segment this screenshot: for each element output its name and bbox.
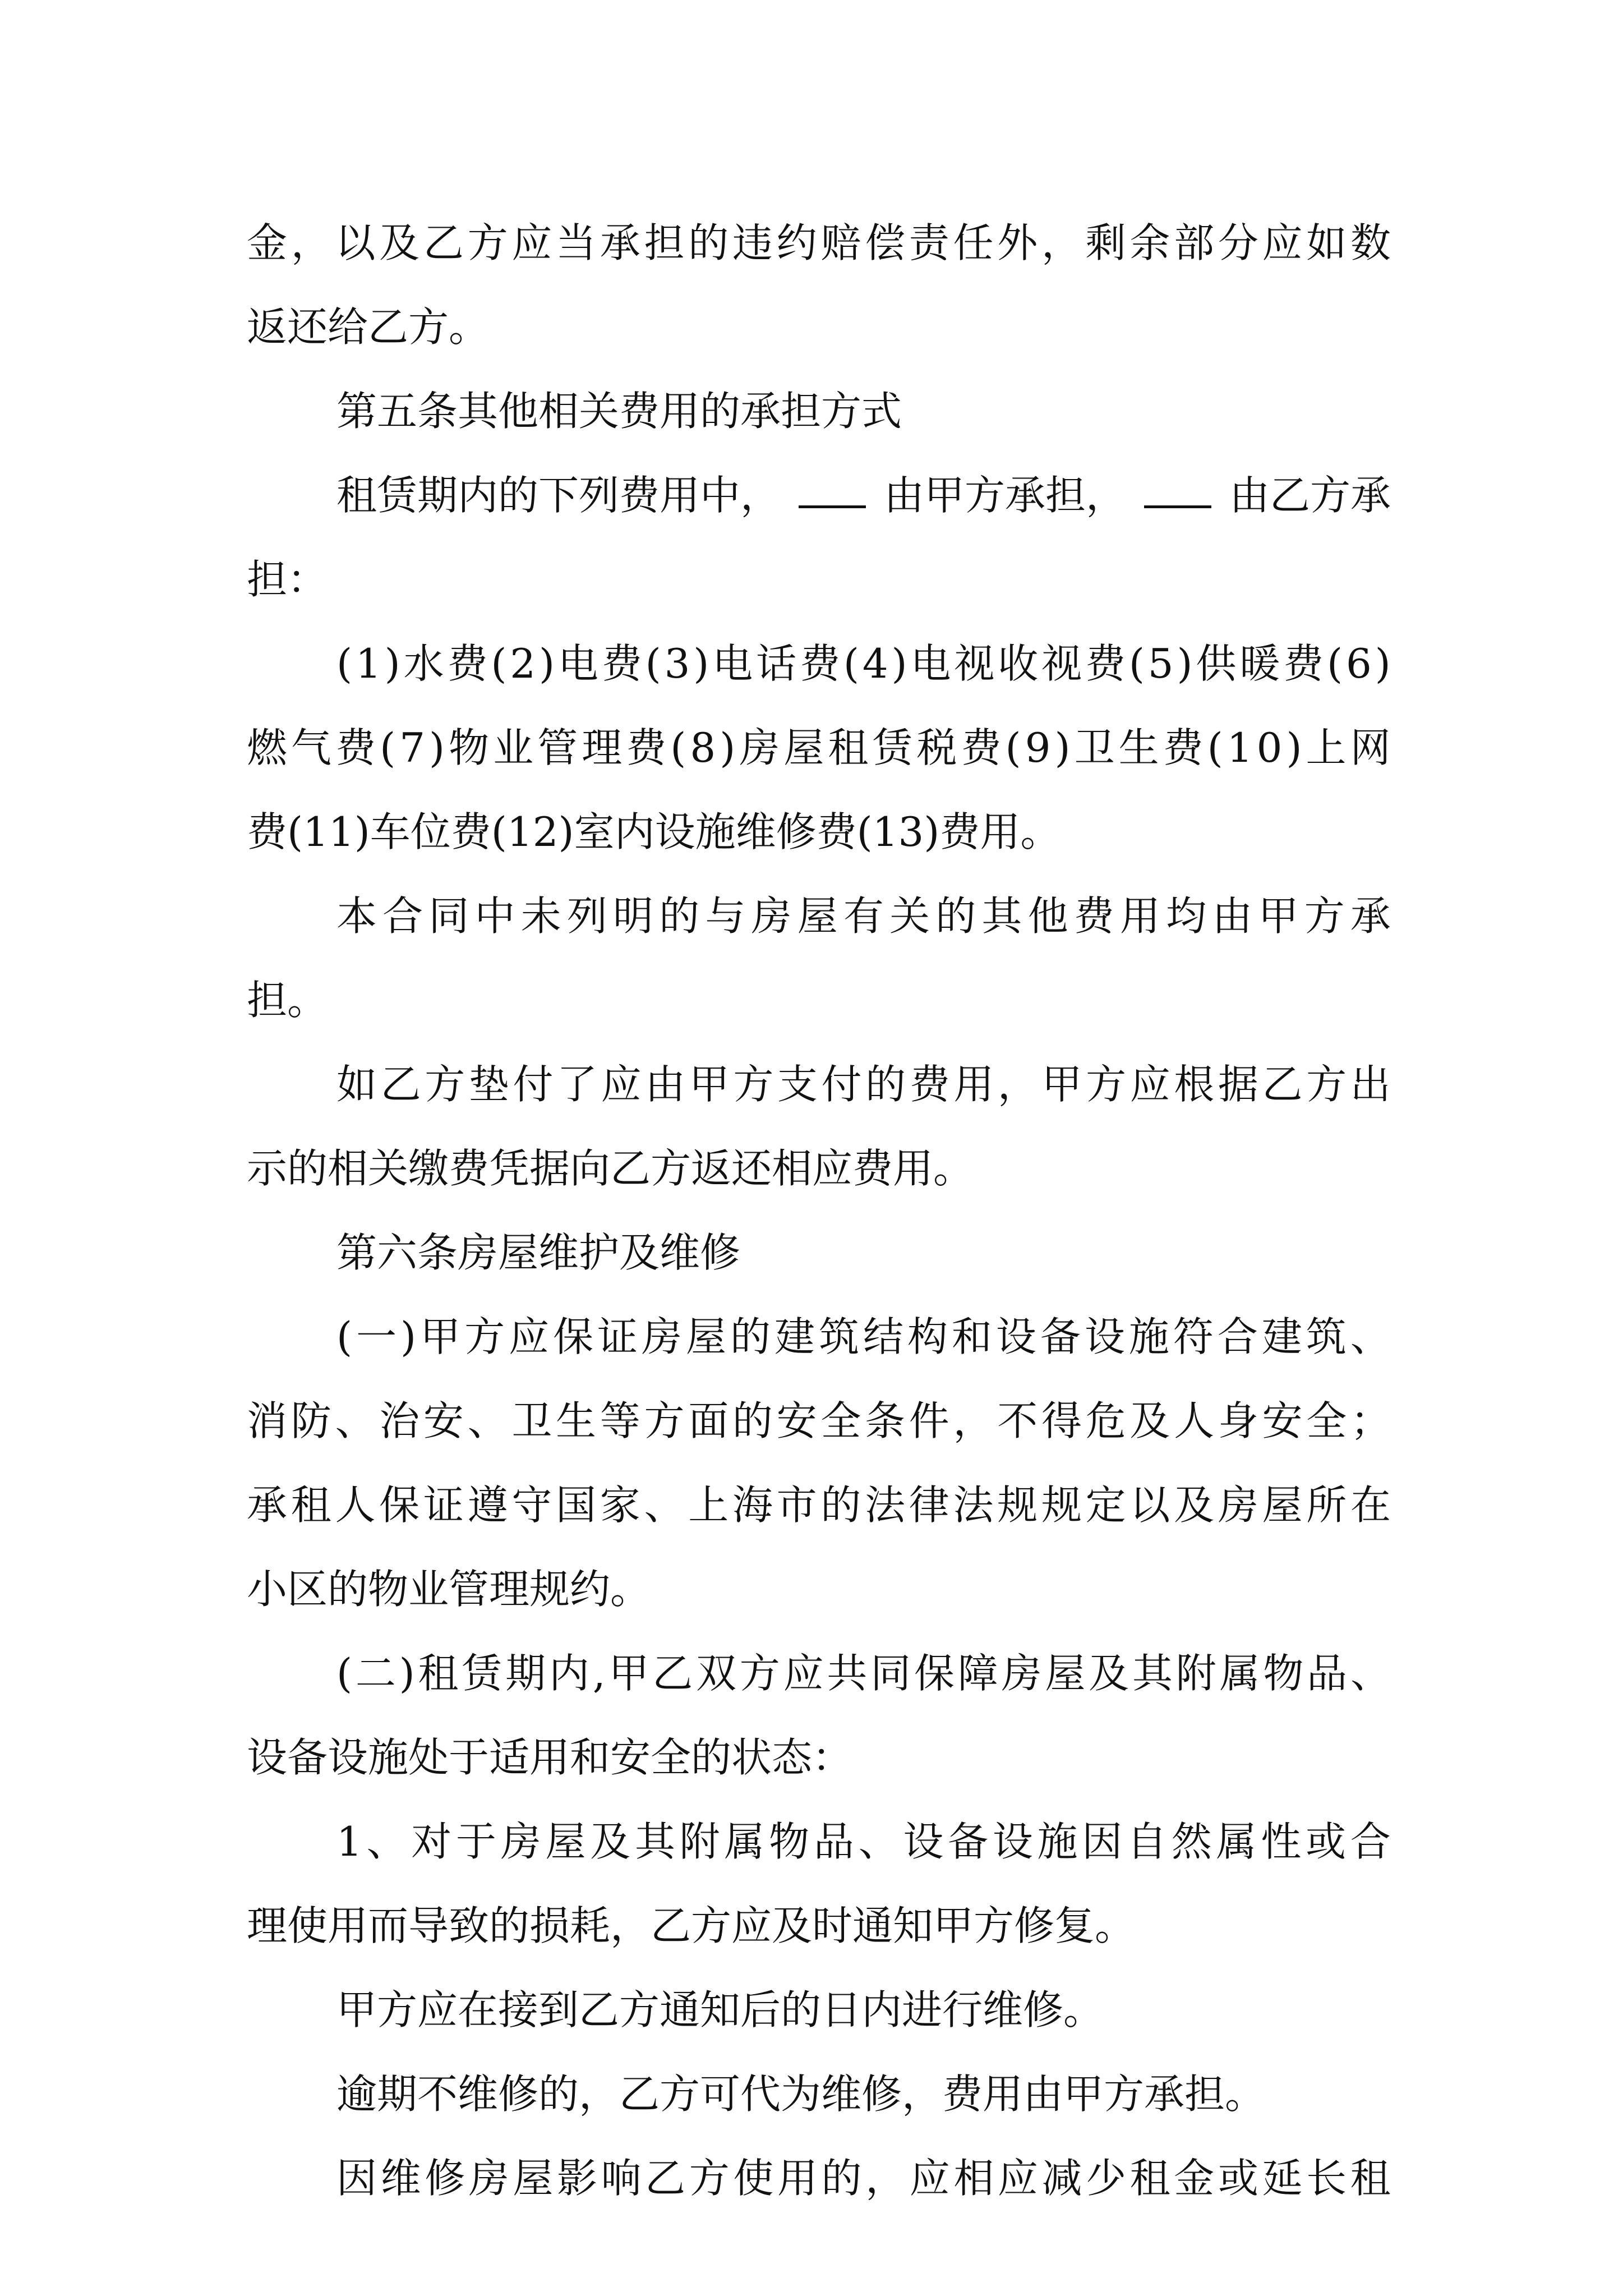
text-line: 燃 气 费 ( 7 ) 物 业 管 理 费 ( 8 ) 房 屋 租 赁 税 费 ( 9 ) 卫 生 费 ( 1 0 ) 上 网 xyxy=(247,724,1391,771)
text-line: 本 合 同 中 未 列 明 的 与 房 屋 有 关 的 其 他 费 用 均 由 甲 方 承 xyxy=(336,892,1391,940)
text-line: 担： xyxy=(247,556,328,603)
text-line: 费(11)车位费(12)室内设施维修费(13)费用。 xyxy=(247,808,1061,855)
fill-in-blank xyxy=(799,475,866,508)
text-line: ( 一 ) 甲 方 应 保 证 房 屋 的 建 筑 结 构 和 设 备 设 施 符 合 建 筑 、 xyxy=(336,1313,1391,1360)
text-line: ( 二 ) 租 赁 期 内 , 甲 乙 双 方 应 共 同 保 障 房 屋 及 其 附 属 物 品 、 xyxy=(336,1650,1391,1697)
text-line: 理使用而导致的损耗，乙方应及时通知甲方修复。 xyxy=(247,1902,1136,1949)
text-segment: 由甲方承担， xyxy=(883,472,1126,519)
text-line: 担。 xyxy=(247,977,328,1024)
text-line: 承 租 人 保 证 遵 守 国 家 、 上 海 市 的 法 律 法 规 规 定 以 及 房 屋 所 在 xyxy=(247,1481,1391,1529)
fill-in-blank xyxy=(1144,475,1211,508)
text-line: 逾期不维修的，乙方可代为维修，费用由甲方承担。 xyxy=(336,2070,1266,2118)
text-line: 消 防 、 治 安 、 卫 生 等 方 面 的 安 全 条 件 ， 不 得 危 及 人 身 安 全 ； xyxy=(247,1397,1391,1444)
text-line: ( 1 ) 水 费 ( 2 ) 电 费 ( 3 ) 电 话 费 ( 4 ) 电 视 收 视 费 ( 5 ) 供 暖 费 ( 6 ) xyxy=(336,640,1391,687)
text-line: 设备设施处于适用和安全的状态： xyxy=(247,1734,853,1781)
text-line: 示的相关缴费凭据向乙方返还相应费用。 xyxy=(247,1145,974,1192)
section-heading-article-5: 第五条其他相关费用的承担方式 xyxy=(336,388,902,435)
text-line: 返还给乙方。 xyxy=(247,303,490,351)
text-segment: 租赁期内的下列费用中， xyxy=(336,472,781,519)
text-segment: 由乙方承 xyxy=(1229,472,1391,519)
section-heading-article-6: 第六条房屋维护及维修 xyxy=(336,1229,741,1276)
text-line: 小区的物业管理规约。 xyxy=(247,1566,651,1613)
text-line: 如 乙 方 垫 付 了 应 由 甲 方 支 付 的 费 用 ， 甲 方 应 根 据 乙 方 出 xyxy=(336,1061,1391,1108)
text-line-with-blanks xyxy=(336,472,1391,519)
text-line: 1 、 对 于 房 屋 及 其 附 属 物 品 、 设 备 设 施 因 自 然 属 性 或 合 xyxy=(336,1818,1391,1865)
text-line: 因 维 修 房 屋 影 响 乙 方 使 用 的 ， 应 相 应 减 少 租 金 或 延 长 租 xyxy=(336,2155,1391,2202)
text-line: 甲方应在接到乙方通知后的日内进行维修。 xyxy=(336,1986,1104,2033)
text-line: 金 ， 以 及 乙 方 应 当 承 担 的 违 约 赔 偿 责 任 外 ， 剩 余 部 分 应 如 数 xyxy=(247,219,1391,266)
